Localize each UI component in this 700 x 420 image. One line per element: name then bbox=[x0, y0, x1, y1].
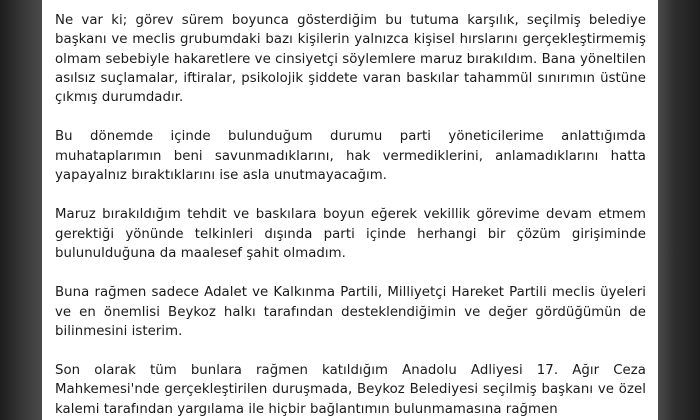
paragraph-5: Son olarak tüm bunlara rağmen katıldığım Anadolu Adliyesi 17. Ağır Ceza Mahkemesi'nde gerçekleştirilen duruşmada, Beykoz Belediyesi seçilmiş başkanı ve özel kalemi tarafından yargılama ile hiçbir bağlantımın bulunmamasına rağmen bbox=[55, 363, 646, 417]
paragraph-1: Ne var ki; görev sürem boyunca gösterdiğim bu tutuma karşılık, seçilmiş belediye başkanı ve meclis grubumdaki bazı kişilerin yalnızca kişisel hırslarını gerçekleştirmemiş olmam sebebiyle hakaretlere ve cinsiyetçi söylemlere maruz bırakıldım. Bana yöneltilen asılsız suçlamalar, iftiralar, psikolojik şiddete varan baskılar tahammül sınırımın üstüne çıkmış durumdadır. bbox=[55, 13, 646, 106]
paragraph-3: Maruz bırakıldığım tehdit ve baskılara boyun eğerek vekillik görevime devam etmem gerektiği yönünde telkinleri dışında parti içinde herhangi bir çözüm girişiminde bulunulduğuna da maalesef şahit olmadım. bbox=[55, 207, 646, 261]
left-background-edge bbox=[0, 0, 42, 420]
right-background-edge bbox=[658, 0, 700, 420]
paragraph-2: Bu dönemde içinde bulunduğum durumu parti yöneticilerime anlattığımda muhataplarımın beni savunmadıklarını, hak vermediklerini, anlamadıklarını hatta yapayalnız bıraktıklarını ise asla unutmayacağım. bbox=[55, 129, 646, 184]
document-body bbox=[55, 11, 646, 419]
document-page bbox=[42, 0, 658, 420]
paragraph-4: Buna rağmen sadece Adalet ve Kalkınma Partili, Milliyetçi Hareket Partili meclis üyeleri ve en önemlisi Beykoz halkı tarafından desteklendiğimin ve değer gördüğümün de bilinmesini isterim. bbox=[55, 285, 646, 339]
